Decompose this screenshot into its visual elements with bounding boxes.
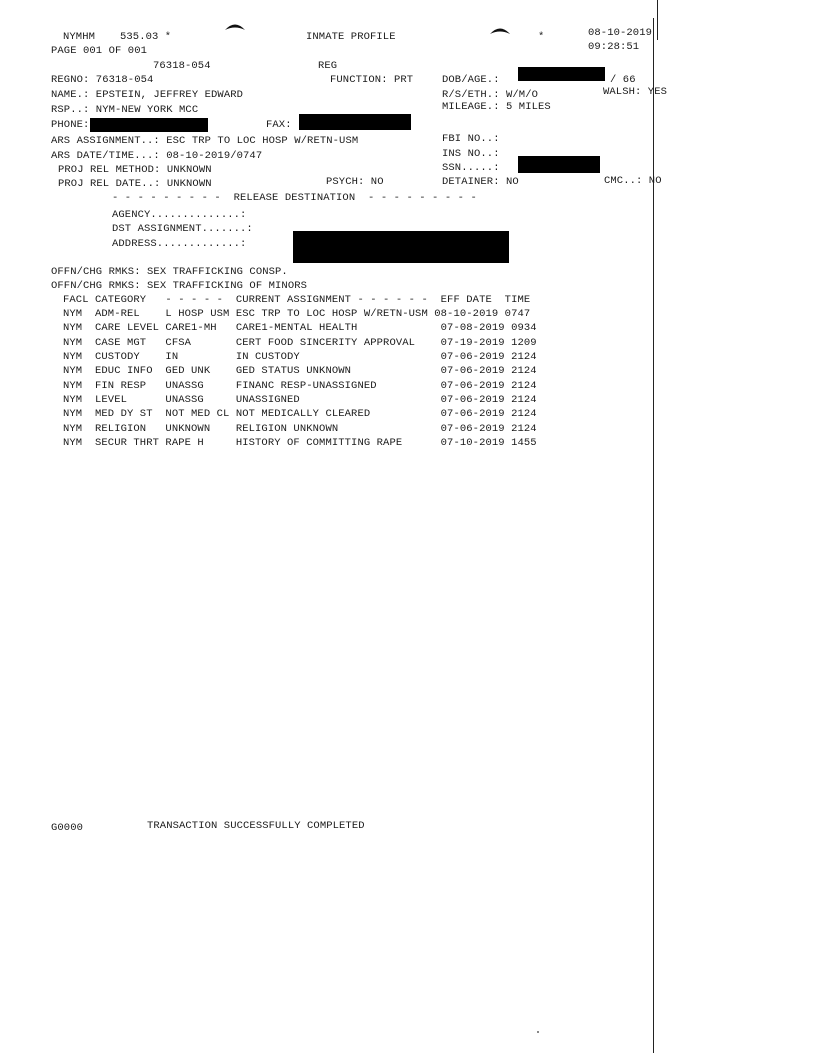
field-mileage: MILEAGE.: 5 MILES bbox=[442, 101, 551, 113]
header-regno: 76318-054 bbox=[153, 60, 211, 72]
remark-line-2: OFFN/CHG RMKS: SEX TRAFFICKING OF MINORS bbox=[51, 280, 308, 292]
table-header: FACL CATEGORY - - - - - CURRENT ASSIGNMENT - - - - - - EFF DATE TIME bbox=[63, 294, 531, 306]
scan-mark-right-icon bbox=[489, 25, 511, 35]
table-row: NYM ADM-REL L HOSP USM ESC TRP TO LOC HOSP W/RETN-USM 08-10-2019 0747 bbox=[63, 308, 531, 320]
page-title: INMATE PROFILE bbox=[306, 31, 396, 43]
table-row: NYM FIN RESP UNASSG FINANC RESP-UNASSIGNED 07-06-2019 2124 bbox=[63, 380, 537, 392]
remark-line-1: OFFN/CHG RMKS: SEX TRAFFICKING CONSP. bbox=[51, 266, 288, 278]
field-address: ADDRESS.............: bbox=[112, 238, 247, 250]
footer-code: G0000 bbox=[51, 822, 84, 834]
field-rsp: RSP..: NYM-NEW YORK MCC bbox=[51, 104, 199, 116]
field-name: NAME.: EPSTEIN, JEFFREY EDWARD bbox=[51, 89, 244, 101]
header-version: 535.03 * bbox=[120, 31, 172, 43]
field-proj-date: PROJ REL DATE..: UNKNOWN bbox=[58, 178, 212, 190]
field-ssn: SSN.....: bbox=[442, 162, 500, 174]
field-ins: INS NO..: bbox=[442, 148, 500, 160]
table-row: NYM CUSTODY IN IN CUSTODY 07-06-2019 2124 bbox=[63, 351, 537, 363]
table-row: NYM LEVEL UNASSG UNASSIGNED 07-06-2019 2124 bbox=[63, 394, 537, 406]
field-age: / 66 bbox=[610, 74, 636, 86]
field-ars-assignment: ARS ASSIGNMENT..: ESC TRP TO LOC HOSP W/RETN-USM bbox=[51, 135, 359, 147]
table-row: NYM MED DY ST NOT MED CL NOT MEDICALLY CLEARED 07-06-2019 2124 bbox=[63, 408, 537, 420]
field-regno: REGNO: 76318-054 bbox=[51, 74, 154, 86]
table-row: NYM SECUR THRT RAPE H HISTORY OF COMMITTING RAPE 07-10-2019 1455 bbox=[63, 437, 537, 449]
field-detainer: DETAINER: NO bbox=[442, 176, 519, 188]
field-fax: FAX: bbox=[266, 119, 292, 131]
table-row: NYM CARE LEVEL CARE1-MH CARE1-MENTAL HEALTH 07-08-2019 0934 bbox=[63, 322, 537, 334]
header-time: 09:28:51 bbox=[588, 41, 640, 53]
page-indicator: PAGE 001 OF 001 bbox=[51, 45, 148, 57]
redaction-address bbox=[293, 231, 509, 263]
table-row: NYM RELIGION UNKNOWN RELIGION UNKNOWN 07-06-2019 2124 bbox=[63, 423, 537, 435]
header-reg-label: REG bbox=[318, 60, 338, 72]
field-psych: PSYCH: NO bbox=[326, 176, 384, 188]
field-function: FUNCTION: PRT bbox=[330, 74, 414, 86]
redaction-fax bbox=[299, 114, 411, 130]
table-row: NYM CASE MGT CFSA CERT FOOD SINCERITY APPROVAL 07-19-2019 1209 bbox=[63, 337, 537, 349]
right-border-line-upper bbox=[657, 0, 658, 40]
header-system: NYMHM bbox=[63, 31, 96, 43]
field-fbi: FBI NO..: bbox=[442, 133, 500, 145]
redaction-phone bbox=[90, 118, 208, 132]
header-date: 08-10-2019 bbox=[588, 27, 653, 39]
field-proj-method: PROJ REL METHOD: UNKNOWN bbox=[58, 164, 212, 176]
field-walsh: WALSH: YES bbox=[603, 86, 668, 98]
right-border-line bbox=[653, 18, 654, 1053]
table-row: NYM EDUC INFO GED UNK GED STATUS UNKNOWN 07-06-2019 2124 bbox=[63, 365, 537, 377]
field-cmc: CMC..: NO bbox=[604, 175, 662, 187]
scan-mark-left-icon bbox=[224, 21, 246, 31]
field-ars-date: ARS DATE/TIME...: 08-10-2019/0747 bbox=[51, 150, 263, 162]
redaction-dob bbox=[518, 67, 605, 81]
header-star: * bbox=[538, 31, 545, 43]
release-destination-heading: - - - - - - - - - RELEASE DESTINATION - - - - - - - - - bbox=[112, 192, 477, 204]
field-rse: R/S/ETH.: W/M/O bbox=[442, 89, 539, 101]
field-phone: PHONE: bbox=[51, 119, 90, 131]
field-agency: AGENCY..............: bbox=[112, 209, 247, 221]
footer-message: TRANSACTION SUCCESSFULLY COMPLETED bbox=[147, 820, 365, 832]
field-dst-assignment: DST ASSIGNMENT.......: bbox=[112, 223, 253, 235]
scan-speck bbox=[537, 1031, 539, 1033]
field-dob-label: DOB/AGE.: bbox=[442, 74, 500, 86]
redaction-ssn bbox=[518, 156, 600, 173]
